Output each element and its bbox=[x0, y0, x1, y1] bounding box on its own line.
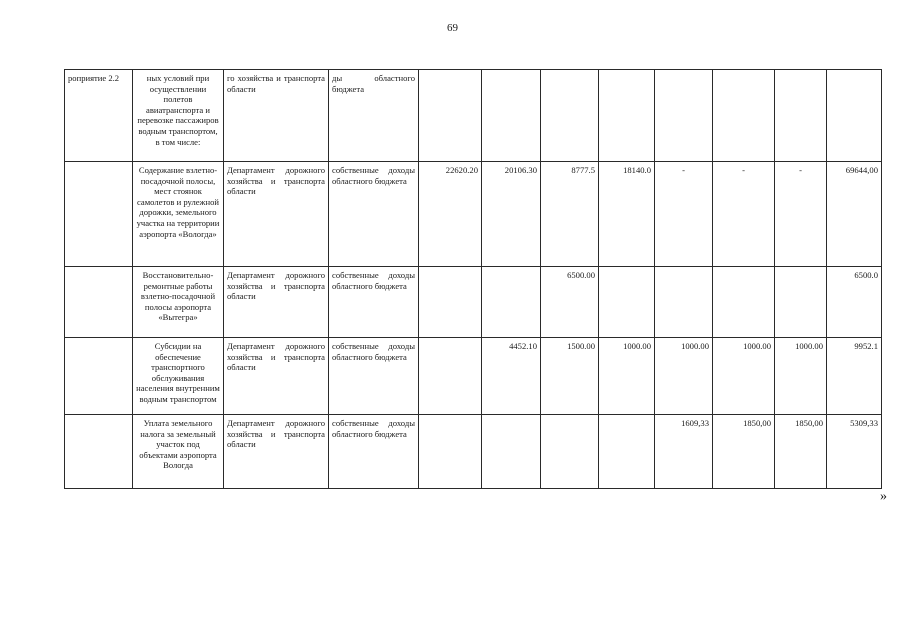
year-value-cell bbox=[419, 70, 482, 162]
year-value-cell: 20106.30 bbox=[482, 162, 541, 267]
table-row bbox=[65, 338, 882, 415]
activity-name-cell: Содержание взлетно-посадочной полосы, мест стоянок самолетов и рулежной дорожки, земельного участка на территории аэропорта «Вологда» bbox=[133, 162, 224, 267]
year-value-cell: - bbox=[713, 162, 775, 267]
year-value-cell bbox=[655, 267, 713, 338]
year-value-cell: 1000.00 bbox=[599, 338, 655, 415]
program-funding-table bbox=[64, 69, 882, 489]
year-value-cell: 1000.00 bbox=[775, 338, 827, 415]
year-value-cell: 22620.20 bbox=[419, 162, 482, 267]
funding-source-cell: собственные доходы областного бюджета bbox=[329, 162, 419, 267]
year-value-cell bbox=[419, 415, 482, 489]
year-value-cell: - bbox=[775, 162, 827, 267]
year-value-cell bbox=[482, 70, 541, 162]
year-value-cell bbox=[713, 70, 775, 162]
year-value-cell bbox=[541, 415, 599, 489]
year-value-cell bbox=[599, 267, 655, 338]
total-value-cell: 69644,00 bbox=[827, 162, 882, 267]
total-value-cell: 5309,33 bbox=[827, 415, 882, 489]
table-row bbox=[65, 415, 882, 489]
year-value-cell: 1850,00 bbox=[775, 415, 827, 489]
year-value-cell: 8777.5 bbox=[541, 162, 599, 267]
total-value-cell bbox=[827, 70, 882, 162]
year-value-cell bbox=[419, 267, 482, 338]
activity-name-cell: Восстановительно-ремонтные работы взлетно-посадочной полосы аэропорта «Вытегра» bbox=[133, 267, 224, 338]
table-row bbox=[65, 162, 882, 267]
year-value-cell bbox=[541, 70, 599, 162]
funding-source-cell: ды областного бюджета bbox=[329, 70, 419, 162]
year-value-cell: 1000.00 bbox=[655, 338, 713, 415]
funding-source-cell: собственные доходы областного бюджета bbox=[329, 415, 419, 489]
activity-name-cell: Субсидии на обеспечение транспортного обслуживания населения внутренним водным транспортом bbox=[133, 338, 224, 415]
table-row bbox=[65, 267, 882, 338]
executor-cell: Департамент дорожного хозяйства и транспорта области bbox=[224, 267, 329, 338]
year-value-cell bbox=[713, 267, 775, 338]
year-value-cell bbox=[482, 267, 541, 338]
continuation-mark: » bbox=[880, 489, 887, 504]
year-value-cell bbox=[482, 415, 541, 489]
year-value-cell: 18140.0 bbox=[599, 162, 655, 267]
measure-cell bbox=[65, 415, 133, 489]
year-value-cell bbox=[419, 338, 482, 415]
executor-cell: го хозяйства и транспорта области bbox=[224, 70, 329, 162]
year-value-cell: 1850,00 bbox=[713, 415, 775, 489]
executor-cell: Департамент дорожного хозяйства и транспорта области bbox=[224, 415, 329, 489]
year-value-cell: 6500.00 bbox=[541, 267, 599, 338]
year-value-cell: 1609,33 bbox=[655, 415, 713, 489]
year-value-cell bbox=[599, 70, 655, 162]
measure-cell: роприятие 2.2 bbox=[65, 70, 133, 162]
executor-cell: Департамент дорожного хозяйства и транспорта области bbox=[224, 162, 329, 267]
year-value-cell: 1000.00 bbox=[713, 338, 775, 415]
funding-source-cell: собственные доходы областного бюджета bbox=[329, 338, 419, 415]
page-number: 69 bbox=[447, 22, 458, 34]
year-value-cell bbox=[775, 267, 827, 338]
year-value-cell bbox=[775, 70, 827, 162]
activity-name-cell: ных условий при осуществлении полетов авиатранспорта и перевозке пассажиров водным транспортом, в том числе: bbox=[133, 70, 224, 162]
total-value-cell: 9952.1 bbox=[827, 338, 882, 415]
table-row bbox=[65, 70, 882, 162]
executor-cell: Департамент дорожного хозяйства и транспорта области bbox=[224, 338, 329, 415]
year-value-cell: 4452.10 bbox=[482, 338, 541, 415]
funding-source-cell: собственные доходы областного бюджета bbox=[329, 267, 419, 338]
measure-cell bbox=[65, 338, 133, 415]
measure-cell bbox=[65, 267, 133, 338]
year-value-cell: - bbox=[655, 162, 713, 267]
year-value-cell bbox=[599, 415, 655, 489]
activity-name-cell: Уплата земельного налога за земельный участок под объектами аэропорта Вологда bbox=[133, 415, 224, 489]
total-value-cell: 6500.0 bbox=[827, 267, 882, 338]
measure-cell bbox=[65, 162, 133, 267]
year-value-cell: 1500.00 bbox=[541, 338, 599, 415]
year-value-cell bbox=[655, 70, 713, 162]
